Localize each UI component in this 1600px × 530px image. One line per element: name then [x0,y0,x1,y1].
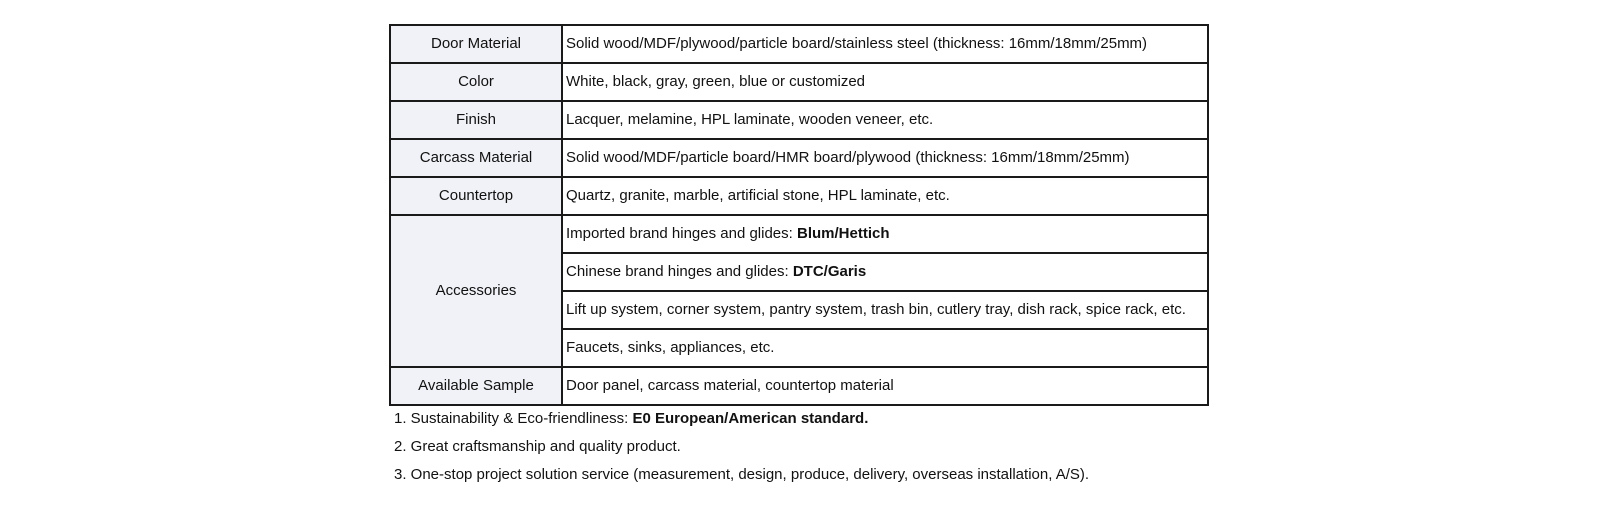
accessory-text: Chinese brand hinges and glides: [566,263,793,280]
accessory-brand: Blum/Hettich [796,225,890,242]
row-label-available-sample: Available Sample [390,367,562,405]
table-row [390,63,1208,101]
row-label-countertop: Countertop [390,177,562,215]
accessory-text: Imported brand hinges and glides: [566,225,797,242]
row-label-door-material: Door Material [390,25,562,63]
accessory-text: Lift up system, corner system, pantry system, trash bin, cutlery tray, dish rack, spice rack, etc. [566,301,1186,318]
accessory-item [562,329,1208,367]
accessory-text: Faucets, sinks, appliances, etc. [566,339,775,356]
notes-list [389,410,1209,494]
note-item [389,438,1209,466]
note-emphasis: E0 European/American standard. [632,410,869,427]
note-text: 1. Sustainability & Eco-friendliness: [394,410,633,427]
note-text: 3. One-stop project solution service (measurement, design, produce, delivery, overseas installation, A/S). [394,466,1090,483]
accessory-item [562,215,1208,253]
accessory-item [562,253,1208,291]
table-row [390,177,1208,215]
accessory-brand: DTC/Garis [792,263,867,280]
accessory-item [562,291,1208,329]
row-label-accessories: Accessories [390,215,562,367]
spec-table [389,24,1209,406]
note-item [389,410,1209,438]
table-row [390,215,1208,253]
row-label-color: Color [390,63,562,101]
row-value-door-material: Solid wood/MDF/plywood/particle board/stainless steel (thickness: 16mm/18mm/25mm) [562,25,1208,63]
note-text: 2. Great craftsmanship and quality product. [394,438,681,455]
spec-document [389,24,1209,494]
note-item [389,466,1209,494]
row-value-finish: Lacquer, melamine, HPL laminate, wooden veneer, etc. [562,101,1208,139]
row-value-available-sample: Door panel, carcass material, countertop material [562,367,1208,405]
row-value-carcass-material: Solid wood/MDF/particle board/HMR board/plywood (thickness: 16mm/18mm/25mm) [562,139,1208,177]
table-row [390,139,1208,177]
row-label-finish: Finish [390,101,562,139]
table-row [390,367,1208,405]
row-value-color: White, black, gray, green, blue or customized [562,63,1208,101]
table-row [390,25,1208,63]
row-label-carcass-material: Carcass Material [390,139,562,177]
row-value-countertop: Quartz, granite, marble, artificial stone, HPL laminate, etc. [562,177,1208,215]
table-row [390,101,1208,139]
